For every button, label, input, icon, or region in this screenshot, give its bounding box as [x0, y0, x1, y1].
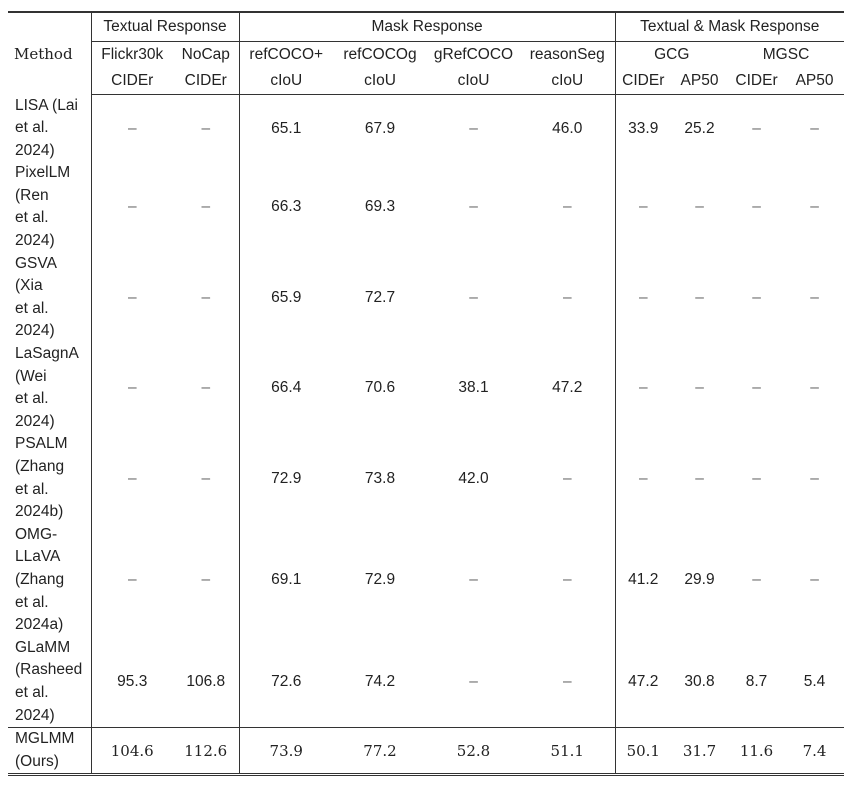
table-cell: 72.6 — [271, 672, 302, 690]
table-cell: – — [752, 288, 761, 306]
table-cell: – — [752, 198, 761, 216]
method-name-line: et al. — [15, 683, 49, 701]
table-cell: 8.7 — [745, 672, 768, 690]
table-cell: – — [752, 571, 761, 589]
table-cell: 33.9 — [628, 119, 659, 137]
table-cell: – — [127, 119, 137, 137]
method-name — [8, 343, 91, 433]
method-name — [8, 95, 91, 163]
dataset-header: NoCap — [173, 42, 239, 69]
table-cell: 52.8 — [427, 728, 520, 775]
method-name-line: et al. — [15, 480, 49, 498]
table-cell: 7.4 — [785, 728, 844, 775]
metric-header: AP50 — [671, 68, 728, 95]
table-row — [8, 524, 844, 637]
method-name-line: 2024b) — [15, 503, 64, 521]
method-name — [8, 162, 91, 252]
method-name — [8, 637, 91, 728]
table-cell: – — [810, 288, 819, 306]
table-cell: 104.6 — [91, 728, 173, 775]
table-cell: 67.9 — [364, 119, 396, 137]
table-cell: 47.2 — [520, 343, 615, 433]
table-cell: – — [173, 95, 239, 163]
method-name-line: PSALM — [15, 435, 68, 453]
table-cell: 42.0 — [458, 469, 489, 487]
dataset-header: GCG — [654, 46, 690, 63]
method-name-line: (Rasheed — [15, 661, 83, 679]
table-header — [8, 12, 844, 95]
table-cell: – — [520, 253, 615, 343]
method-name-line: LISA (Lai — [15, 96, 78, 114]
method-name-line: (Zhang — [15, 570, 65, 588]
method-name — [8, 433, 91, 523]
table-cell: 70.6 — [364, 379, 396, 397]
method-name-line: et al. — [15, 593, 49, 611]
method-name-line: 2024a) — [15, 616, 64, 634]
table-cell: – — [469, 119, 478, 137]
group-mask-response: Mask Response — [239, 12, 615, 42]
table-cell: – — [127, 288, 137, 306]
table-cell: – — [469, 198, 478, 216]
dataset-header: gRefCOCO — [433, 46, 514, 63]
table-cell: – — [520, 524, 615, 637]
table-cell: 66.3 — [271, 198, 302, 216]
table-cell: – — [520, 637, 615, 728]
table-cell: 31.7 — [671, 728, 728, 775]
group-textual-response: Textual Response — [91, 12, 239, 42]
method-name-line: (Wei — [15, 367, 47, 385]
table-cell: – — [810, 379, 819, 397]
table-cell: – — [695, 288, 704, 306]
method-name — [8, 524, 91, 637]
table-cell: – — [695, 198, 704, 216]
table-cell: – — [520, 433, 615, 523]
method-name-line: PixelLM — [15, 164, 71, 182]
method-name — [8, 253, 91, 343]
method-name — [8, 728, 91, 775]
metric-header: cIoU — [239, 68, 333, 95]
table-cell: – — [520, 162, 615, 252]
dataset-header: MGSC — [762, 46, 810, 63]
method-header: Method — [8, 12, 91, 95]
table-cell: – — [469, 571, 478, 589]
metric-header: AP50 — [785, 68, 844, 95]
method-name-line: 2024) — [15, 322, 55, 340]
table-row — [8, 253, 844, 343]
method-name-line: 2024) — [15, 412, 55, 430]
table-cell: 46.0 — [520, 95, 615, 163]
table-cell: – — [127, 379, 137, 397]
method-name-line: (Zhang — [15, 458, 65, 475]
table-cell: – — [810, 198, 819, 216]
method-name-line: GSVA — [15, 254, 57, 272]
method-name-line: (Xia — [15, 277, 43, 295]
table-cell: 73.9 — [239, 728, 333, 775]
method-name-line: LaSagnA — [15, 345, 79, 363]
table-cell: 112.6 — [173, 728, 239, 775]
table-row — [8, 637, 844, 728]
table-cell: – — [638, 288, 648, 306]
table-cell: 72.7 — [364, 288, 396, 306]
table-cell: 65.9 — [271, 288, 302, 306]
table-row-ours — [8, 728, 844, 775]
table-cell: 30.8 — [684, 672, 715, 690]
metric-header: CIDEr — [728, 68, 785, 95]
table-cell: – — [173, 253, 239, 343]
table-cell: – — [810, 119, 819, 137]
table-cell: – — [752, 379, 761, 397]
table-cell: – — [695, 469, 704, 487]
metric-header: cIoU — [427, 68, 520, 95]
method-name-line: (Ours) — [15, 752, 59, 770]
table-cell: 74.2 — [364, 672, 396, 690]
method-name-line: et al. — [15, 209, 49, 227]
table-cell: 11.6 — [728, 728, 785, 775]
table-cell: 66.4 — [271, 379, 302, 397]
dataset-header: Flickr30k — [101, 46, 164, 63]
method-name-line: MGLMM — [15, 730, 75, 748]
table-cell: – — [127, 469, 137, 487]
dataset-header: refCOCOg — [343, 46, 417, 63]
dataset-header: reasonSeg — [520, 42, 615, 69]
table-cell: – — [638, 379, 648, 397]
table-cell: – — [638, 198, 648, 216]
table-cell: – — [469, 672, 478, 690]
table-cell: – — [752, 469, 761, 487]
metric-header: cIoU — [333, 68, 427, 95]
table-cell: 25.2 — [684, 119, 715, 137]
table-cell: 65.1 — [271, 119, 302, 137]
table-row — [8, 95, 844, 163]
table-cell: 106.8 — [173, 637, 239, 728]
table-cell: – — [127, 571, 137, 589]
method-name-line: et al. — [15, 390, 49, 408]
table-cell: – — [752, 119, 761, 137]
table-cell: – — [469, 288, 478, 306]
table-row — [8, 433, 844, 523]
method-name-line: GLaMM — [15, 638, 71, 656]
method-name-line: et al. — [15, 299, 49, 317]
method-name-line: 2024) — [15, 141, 55, 159]
table-cell: 95.3 — [117, 672, 148, 690]
table-cell: – — [127, 198, 137, 216]
table-cell: 72.9 — [271, 469, 302, 487]
method-name-line: et al. — [15, 119, 49, 137]
table-cell: 69.1 — [271, 571, 302, 589]
table-cell: 72.9 — [364, 571, 396, 589]
table-cell: 69.3 — [364, 198, 396, 216]
metric-header: CIDEr — [91, 68, 173, 95]
method-name-line: (Ren — [15, 186, 49, 204]
results-table — [8, 11, 844, 776]
table-cell: 77.2 — [333, 728, 427, 775]
table-cell: – — [173, 162, 239, 252]
table-cell: – — [173, 524, 239, 637]
table-row — [8, 343, 844, 433]
table-cell: – — [638, 469, 648, 487]
table-cell: 38.1 — [458, 379, 489, 397]
dataset-header: refCOCO+ — [249, 46, 324, 63]
table-row — [8, 162, 844, 252]
table-cell: 47.2 — [628, 672, 659, 690]
method-name-line: LLaVA — [15, 548, 61, 566]
table-cell: 29.9 — [684, 571, 715, 589]
table-cell: – — [173, 343, 239, 433]
table-cell: – — [173, 433, 239, 523]
metric-header: CIDEr — [615, 68, 671, 95]
table-cell: 5.4 — [803, 672, 826, 690]
method-name-line: 2024) — [15, 706, 55, 724]
table-cell: – — [695, 379, 704, 397]
method-name-line: 2024) — [15, 232, 55, 250]
table-body — [8, 95, 844, 775]
metric-header: cIoU — [520, 68, 615, 95]
method-name-line: OMG- — [15, 525, 58, 543]
metric-header: CIDEr — [173, 68, 239, 95]
table-cell: 41.2 — [628, 571, 659, 589]
table-cell: 51.1 — [520, 728, 615, 775]
table-cell: 50.1 — [615, 728, 671, 775]
table-cell: – — [810, 469, 819, 487]
table-cell: – — [810, 571, 819, 589]
group-textual-mask-response: Textual & Mask Response — [615, 12, 844, 42]
table-cell: 73.8 — [364, 469, 396, 487]
